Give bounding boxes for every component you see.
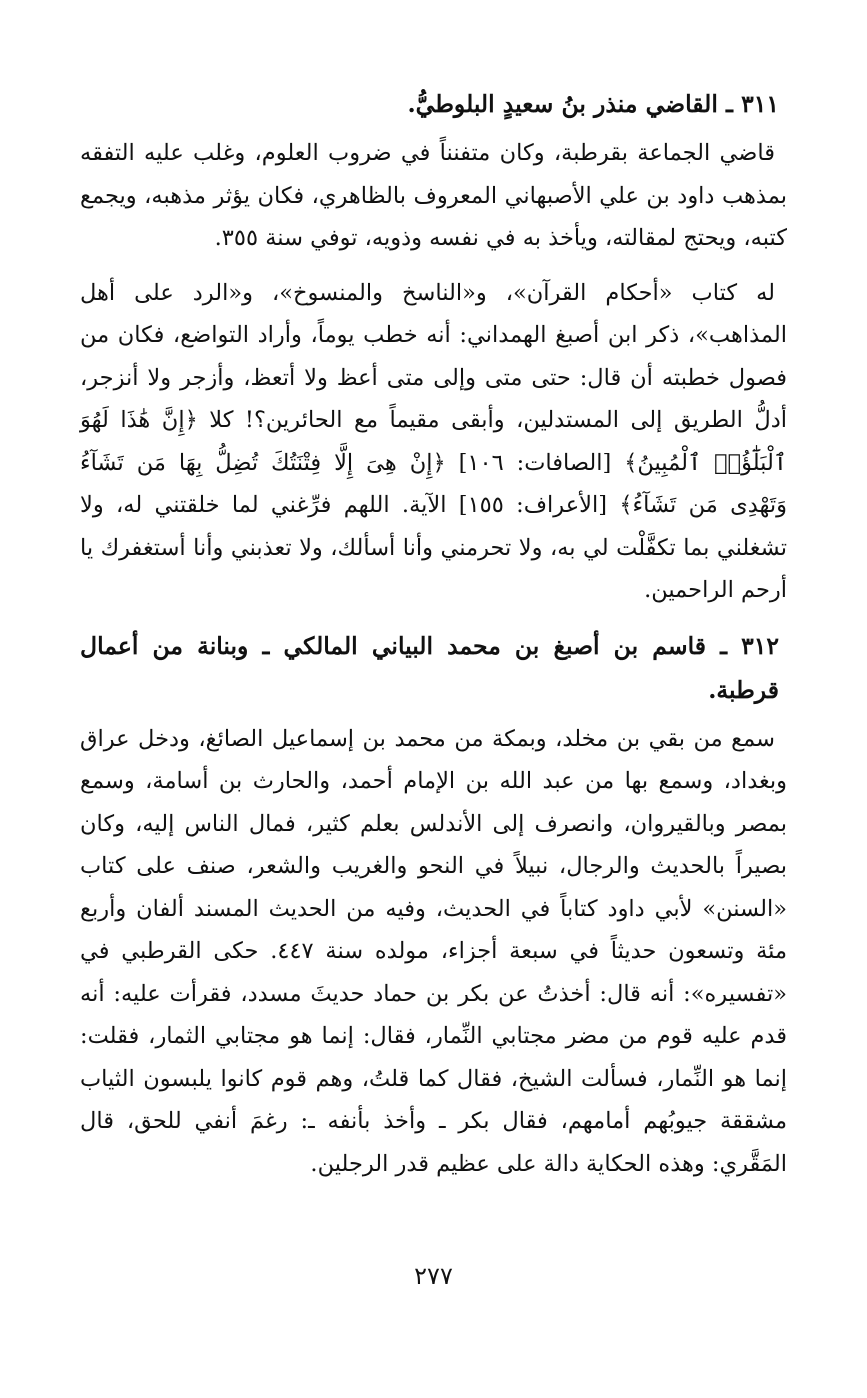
entry-paragraph: له كتاب «أحكام القرآن»، و«الناسخ والمنسوخ»، و«الرد على أهل المذاهب»، ذكر ابن أصبغ الهمداني: أنه خطب يوماً، وأراد التواضع، فكان من فصول خطبته أن قال: حتى متى وإلى متى أعظ ولا أتعظ، وأزجر ولا أنزجر، أدلُّ الطريق إلى المستدلين، وأبقى مقيماً مع الحائرين؟! كلا ﴿إِنَّ هَٰذَا لَهُوَ ٱلْبَلَٰٓؤُا۟ ٱلْمُبِينُ﴾ [الصافات: ١٠٦] ﴿إِنْ هِىَ إِلَّا فِتْنَتُكَ تُضِلُّ بِهَا مَن تَشَآءُ وَتَهْدِى مَن تَشَآءُ﴾ [الأعراف: ١٥٥] الآية. اللهم فرِّغني لما خلقتني له، ولا تشغلني بما تكفَّلْت لي به، ولا تحرمني وأنا أسألك، ولا تعذبني وأنا أستغفرك يا أرحم الراحمين. (80, 279, 788, 603)
entry-312 (80, 624, 787, 1186)
entry-heading: ٣١٢ ـ قاسم بن أصبغ بن محمد البياني المالكي ـ وبنانة من أعمال قرطبة. (80, 631, 779, 704)
entry-heading: ٣١١ ـ القاضي منذر بنُ سعيدٍ البلوطيُّ. (407, 90, 779, 118)
entry-311 (80, 82, 787, 612)
entry-paragraph: قاضي الجماعة بقرطبة، وكان متفنناً في ضروب العلوم، وغلب عليه التفقه بمذهب داود بن علي الأصبهاني المعروف بالظاهري، فكان يؤثر مذهبه، ويجمع كتبه، ويحتج لمقالته، ويأخذ به في نفسه وذويه، توفي سنة ٣٥٥. (80, 140, 787, 251)
page-number: ٢٧٧ (414, 1262, 453, 1290)
page-body (80, 82, 787, 1185)
entry-paragraph: سمع من بقي بن مخلد، وبمكة من محمد بن إسماعيل الصائغ، ودخل عراق وبغداد، وسمع بها من عبد الله بن الإمام أحمد، والحارث بن أسامة، وسمع بمصر وبالقيروان، وانصرف إلى الأندلس بعلم كثير، فمال الناس إليه، وكان بصيراً بالحديث والرجال، نبيلاً في النحو والغريب والشعر، صنف على كتاب «السنن» لأبي داود كتاباً في الحديث، وفيه من الحديث المسند ألفان وأربع مئة وتسعون حديثاً في سبعة أجزاء، مولده سنة ٤٤٧. حكى القرطبي في «تفسيره»: أنه قال: أخذتُ عن بكر بن حماد حديثَ مسدد، فقرأت عليه: أنه قدم عليه قوم من مضر مجتابي النِّمار، فقال: إنما هو مجتابي الثمار، فقلت: إنما هو النِّمار، فسألت الشيخ، فقال كما قلتُ، وهم قوم كانوا يلبسون الثياب مشققة جيوبُهم أمامهم، فقال بكر ـ وأخذ بأنفه ـ: رغمَ أنفي للحق، قال المَقَّري: وهذه الحكاية دالة على عظيم قدر الرجلين. (80, 725, 787, 1177)
